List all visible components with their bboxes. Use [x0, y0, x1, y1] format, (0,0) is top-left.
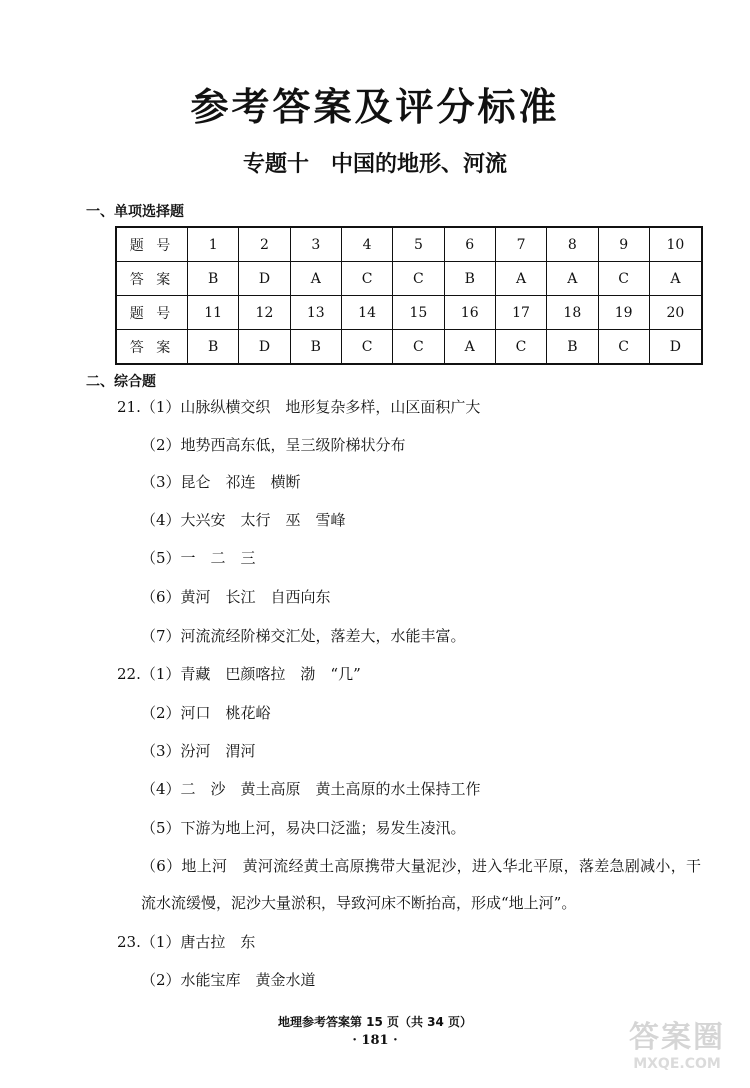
answer-table-cell: D [239, 262, 290, 296]
answer-table-cell: 2 [239, 227, 290, 262]
answer-table-row-label: 题 号 [116, 296, 188, 330]
answer-table-cell: 12 [239, 296, 290, 330]
answer-table [115, 226, 703, 365]
q22-answer-2: （2）河口 桃花峪 [141, 704, 271, 722]
q23-answer-2: （2）水能宝库 黄金水道 [141, 971, 316, 989]
page-number: · 181 · [352, 1033, 398, 1048]
section-heading-choice: 一、单项选择题 [86, 204, 184, 220]
answer-table-cell: C [598, 330, 649, 365]
q21-answer-3: （3）昆仑 祁连 横断 [141, 473, 301, 491]
answer-table-cell: 13 [290, 296, 341, 330]
answer-table-row [116, 227, 702, 262]
answer-table-cell: 6 [444, 227, 495, 262]
answer-table-cell: B [188, 330, 239, 365]
answer-table-row-label: 答 案 [116, 262, 188, 296]
q21-answer-5: （5）一 二 三 [141, 549, 256, 567]
q22-answer-4: （4）二 沙 黄土高原 黄土高原的水土保持工作 [141, 780, 481, 798]
answer-table-cell: C [393, 330, 444, 365]
answer-table-cell: B [290, 330, 341, 365]
answer-table-cell: 14 [341, 296, 392, 330]
answer-table-row [116, 330, 702, 365]
answer-table-cell: C [341, 330, 392, 365]
answer-table-cell: A [290, 262, 341, 296]
answer-table-row-label: 题 号 [116, 227, 188, 262]
answer-table-cell: 16 [444, 296, 495, 330]
answer-table-cell: 15 [393, 296, 444, 330]
footer-page-info: 地理参考答案第 15 页（共 34 页） [277, 1015, 473, 1029]
answer-table-cell: 8 [547, 227, 598, 262]
answer-table-cell: A [444, 330, 495, 365]
q22-answer-5: （5）下游为地上河，易决口泛滥；易发生凌汛。 [141, 819, 466, 837]
answer-table-cell: A [649, 262, 702, 296]
section-heading-comprehensive: 二、综合题 [86, 374, 156, 390]
answer-table-cell: B [444, 262, 495, 296]
q21-answer-7: （7）河流流经阶梯交汇处，落差大，水能丰富。 [141, 627, 466, 645]
answer-table-cell: C [341, 262, 392, 296]
page-subtitle: 专题十 中国的地形、河流 [242, 152, 507, 177]
q22-answer-6: （6）地上河 黄河流经黄土高原携带大量泥沙，进入华北平原，落差急剧减小，干流水流缓慢，泥沙大量淤积，导致河床不断抬高，形成“地上河”。 [141, 857, 701, 912]
answer-table-cell: C [393, 262, 444, 296]
answer-table-cell: C [598, 262, 649, 296]
q21-answer-2: （2）地势西高东低，呈三级阶梯状分布 [141, 436, 406, 454]
answer-table-cell: C [495, 330, 546, 365]
q21-answer-1: 21.（1）山脉纵横交织 地形复杂多样，山区面积广大 [117, 398, 481, 416]
page-title: 参考答案及评分标准 [190, 85, 560, 129]
watermark-logo [612, 1020, 742, 1082]
answer-table-cell: 10 [649, 227, 702, 262]
answer-table-cell: 9 [598, 227, 649, 262]
answer-table-cell: 11 [188, 296, 239, 330]
answer-table-row [116, 296, 702, 330]
q22-answer-1: 22.（1）青藏 巴颜喀拉 渤 “几” [117, 665, 361, 683]
answer-table-cell: B [547, 330, 598, 365]
answer-table-cell: B [188, 262, 239, 296]
answer-table-row-label: 答 案 [116, 330, 188, 365]
answer-table-cell: 7 [495, 227, 546, 262]
answer-table-row [116, 262, 702, 296]
q21-answer-6: （6）黄河 长江 自西向东 [141, 588, 331, 606]
answer-table-cell: 17 [495, 296, 546, 330]
answer-table-cell: 18 [547, 296, 598, 330]
answer-table-cell: 20 [649, 296, 702, 330]
answer-table-cell: D [239, 330, 290, 365]
q23-answer-1: 23.（1）唐古拉 东 [117, 933, 256, 951]
answer-table-cell: 19 [598, 296, 649, 330]
answer-table-cell: 4 [341, 227, 392, 262]
answer-table-cell: 3 [290, 227, 341, 262]
answer-table-cell: 1 [188, 227, 239, 262]
answer-table-cell: D [649, 330, 702, 365]
watermark-url: MXQE.COM [633, 1056, 721, 1072]
answer-table-cell: A [495, 262, 546, 296]
q22-answer-3: （3）汾河 渭河 [141, 742, 256, 760]
q21-answer-4: （4）大兴安 太行 巫 雪峰 [141, 511, 346, 529]
watermark-logo-text: 答案圈 [629, 1020, 725, 1055]
answer-table-cell: 5 [393, 227, 444, 262]
answer-table-cell: A [547, 262, 598, 296]
